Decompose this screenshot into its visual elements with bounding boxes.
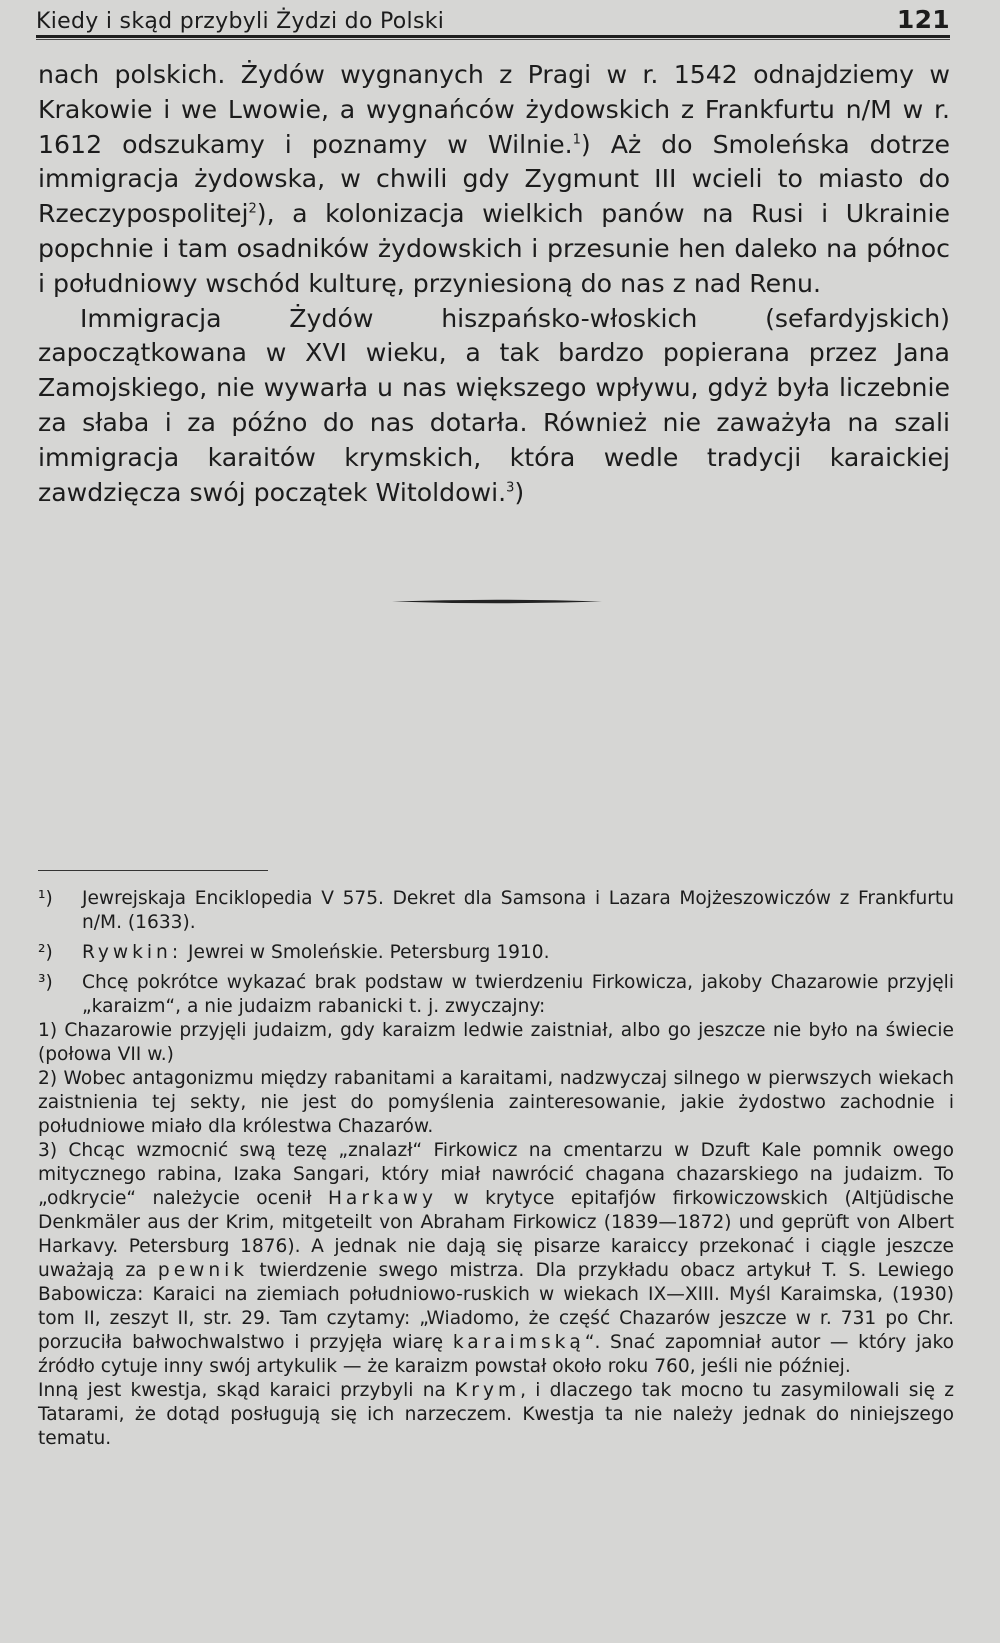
header-rule (36, 35, 950, 38)
footnote-separator (38, 870, 268, 871)
footnote-text: Jewrejskaja Enciklopedia V 575. Dekret dla Samsona i Lazara Mojżeszowiczów z Frankfurtu n/M. (1633). (82, 888, 954, 933)
footnote-3 (38, 971, 954, 1019)
word-spaced: Krym (455, 1380, 521, 1401)
footnote-ref-3: 3 (506, 480, 515, 496)
footnote-marker: ²) (38, 942, 53, 963)
paragraph-1: nach polskich. Żydów wygnanych z Pragi w r. 1542 odnajdziemy w Krakowie i we Lwowie, a wygnańców żydowskich z Frankfurtu n/M w r. 1612 odszukamy i poznamy w Wilnie.$^1$) Aż do Smoleńska dotrze immigracja żydowska, w chwili gdy Zygmunt III wcieli to miasto do Rzeczypospolitej$^2$), a kolonizacja wielkich panów na Rusi i Ukrainie popchnie i tam osadników żydowskich i przesunie hen daleko na północ i południowy wschód kulturę, przyniesioną do nas z nad Renu. (38, 60, 950, 298)
main-text (38, 58, 950, 510)
running-title: Kiedy i skąd przybyli Żydzi do Polski (36, 9, 445, 34)
footnote-2 (38, 941, 954, 965)
footnote-text: Rywkin: Jewrei w Smoleńskie. Petersburg 1910. (82, 942, 550, 963)
footnote-3-point-1: 1) Chazarowie przyjęli judaizm, gdy karaizm ledwie zaistniał, albo go jeszcze nie było na świecie (połowa VII w.) (38, 1020, 954, 1065)
running-header (36, 4, 950, 34)
section-ornament (392, 599, 602, 604)
footnote-ref-1: 1 (572, 132, 581, 148)
footnote-3-closing: Inną jest kwestja, skąd karaici przybyli na Krym, i dlaczego tak mocno tu zasymilowali się z Tatarami, że dotąd posługują się ich narzeczem. Kwestja ta nie należy jednak do niniejszego tematu. (38, 1380, 955, 1449)
footnote-3-point-3: 3) Chcąc wzmocnić swą tezę „znalazł“ Firkowicz na cmentarzu w Dzuft Kale pomnik owego mitycznego rabina, Izaka Sangari, który miał nawrócić chagana chazarskiego na judaizm. To „odkrycie“ należycie ocenił Harkawy w krytyce epitafjów firkowiczowskich (Altjüdische Denkmäler aus der Krim, mitgeteilt von Abraham Firkowicz (1839—1872) und geprüft von Albert Harkavy. Petersburg 1876). A jednak nie dają się pisarze karaiccy przekonać i ciągle jeszcze uważają za pewnik twierdzenie swego mistrza. Dla przykładu obacz artykuł T. S. Lewiego Babowicza: Karaici na ziemiach południowo-ruskich w wiekach IX—XIII. Myśl Karaimska, (1930) tom II, zeszyt II, str. 29. Tam czytamy: „Wiadomo, że część Chazarów jeszcze w r. 731 po Chr. porzuciła bałwochwalstwo i przyjęła wiarę karaimską“. Snać zapomniał autor — który jako źródło cytuje inny swój artykulik — że karaizm powstał około roku 760, jeśli nie później. (38, 1140, 955, 1377)
footnotes (38, 887, 954, 1451)
header-rule-thin (36, 39, 950, 40)
footnote-3-point-2: 2) Wobec antagonizmu między rabanitami a karaitami, nadzwyczaj silnego w pierwszych wiekach zaistnienia tej sekty, nie jest do pomyślenia zainteresowanie, jakie żydostwo zachodnie i południowe miało dla królestwa Chazarów. (38, 1068, 954, 1137)
footnote-ref-2: 2 (248, 201, 257, 217)
word-spaced: karaimską (452, 1332, 585, 1353)
author-spaced: Rywkin: (82, 942, 183, 963)
footnote-1 (38, 887, 954, 935)
footnote-marker: ³) (38, 972, 53, 993)
name-spaced: Harkawy (327, 1188, 438, 1209)
paragraph-2: Immigracja Żydów hiszpańsko-włoskich (sefardyjskich) zapoczątkowana w XVI wieku, a tak bardzo popierana przez Jana Zamojskiego, nie wywarła u nas większego wpływu, gdyż była liczebnie za słaba i za późno do nas dotarła. Również nie zaważyła na szali immigracja karaitów krymskich, która wedle tradycji karaickiej zawdzięcza swój początek Witoldowi.$^3$) (38, 303, 950, 507)
word-spaced: pewnik (157, 1260, 249, 1281)
footnote-marker: ¹) (38, 888, 53, 909)
footnote-3-body (38, 1019, 954, 1451)
page-number: 121 (896, 5, 950, 34)
footnote-3-intro: Chcę pokrótce wykazać brak podstaw w twierdzeniu Firkowicza, jakoby Chazarowie przyjęli „karaizm“, a nie judaizm rabanicki t. j. zwyczajny: (82, 972, 954, 1017)
